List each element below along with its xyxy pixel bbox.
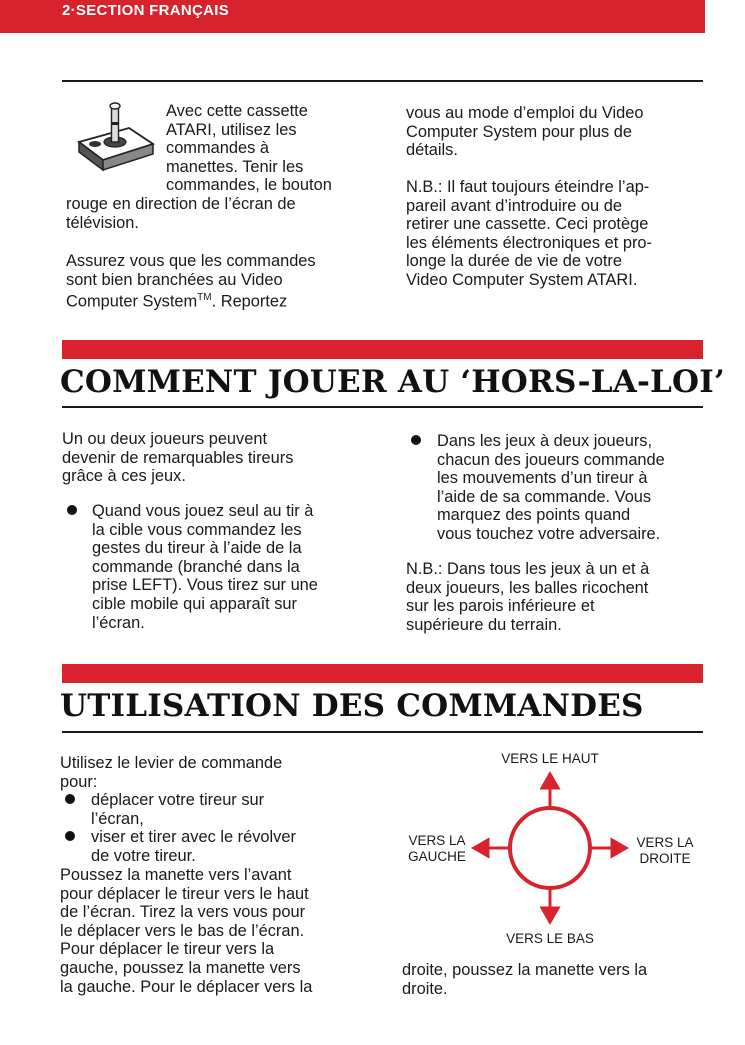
intro-full-text: [66, 195, 296, 232]
intro-right-nb: [406, 178, 652, 290]
text-line: l’écran.: [92, 613, 145, 632]
nb-label: N.B.:: [406, 560, 443, 578]
text-line: de l’écran. Tirez la vers vous pour: [60, 903, 306, 922]
text-line: l’aide de sa commande. Vous: [437, 487, 652, 506]
section1-left-bullet: [92, 502, 318, 632]
text-line: commandes, le bouton: [166, 176, 332, 195]
text-line: ATARI, utilisez les: [166, 120, 297, 139]
section1-right-nb: [406, 560, 649, 634]
text-line: rouge en direction de l’écran de: [66, 195, 296, 213]
section2-bullet2: [91, 828, 296, 865]
diagram-label-left: [398, 833, 476, 865]
text-line: Poussez la manette vers l’avant: [60, 866, 292, 884]
text-line: chacun des joueurs commande: [437, 450, 665, 469]
text-line: devenir de remarquables tireurs: [62, 448, 294, 467]
text-line: retirer une cassette. Ceci protège: [406, 215, 649, 234]
section1-red-band: [62, 340, 703, 359]
text-line: sur les parois inférieure et: [406, 597, 595, 616]
text-line: Video Computer System ATARI.: [406, 270, 638, 289]
text-line: marquez des points quand: [437, 506, 631, 525]
diagram-label-up: VERS LE HAUT: [501, 751, 599, 766]
text-line: DROITE: [639, 851, 691, 866]
text-line: Quand vous jouez seul au tir à: [92, 502, 314, 520]
intro-para2: [66, 252, 316, 311]
text-line: [406, 178, 652, 197]
bullet-dot: [65, 794, 75, 804]
text-line: pour déplacer le tireur vers le haut: [60, 884, 309, 903]
text-line: droite.: [402, 979, 448, 998]
text-line: commande (branché dans la: [92, 557, 300, 576]
text-line: [66, 289, 316, 311]
nb-label: N.B.:: [406, 178, 443, 196]
section1-right-bullet: [437, 432, 665, 544]
text-line: de votre tireur.: [91, 846, 196, 865]
joystick-circle-icon: [510, 808, 590, 888]
text-line: Utilisez le levier de commande: [60, 754, 283, 772]
left-arrow-icon: [474, 840, 488, 856]
text-fragment: Computer System: [66, 292, 198, 311]
text-line: le déplacer vers le bas de l’écran.: [60, 921, 305, 940]
text-line: déplacer votre tireur sur: [91, 791, 265, 809]
text-line: les éléments électroniques et pro-: [406, 233, 652, 252]
up-arrow-icon: [542, 774, 558, 788]
direction-diagram: [460, 770, 640, 930]
text-line: la gauche. Pour le déplacer vers la: [60, 977, 313, 996]
section2-title: UTILISATION DES COMMANDES: [60, 688, 644, 724]
text-line: Un ou deux joueurs peuvent: [62, 430, 268, 448]
diagram-label-down: VERS LE BAS: [506, 931, 594, 946]
text-line: supérieure du terrain.: [406, 615, 562, 634]
text-line: commandes à: [166, 139, 269, 158]
text-line: pour:: [60, 772, 98, 791]
text-line: longe la durée de vie de votre: [406, 252, 622, 271]
text-line: les mouvements d’un tireur à: [437, 469, 648, 488]
section-label: 2·SECTION FRANÇAIS: [62, 2, 230, 19]
text-line: cible mobile qui apparaît sur: [92, 594, 297, 613]
intro-right-para1: [406, 104, 644, 160]
diagram-label-right: [626, 835, 704, 867]
down-arrow-icon: [542, 908, 558, 922]
text-line: VERS LA: [636, 835, 694, 850]
right-arrow-icon: [612, 840, 626, 856]
text-line: Assurez vous que les commandes: [66, 252, 316, 270]
text-line: Dans les jeux à deux joueurs,: [437, 432, 653, 450]
text-line: vous au mode d’emploi du Video: [406, 104, 644, 122]
text-line: sont bien branchées au Video: [66, 270, 283, 289]
section-header-bar: [0, 0, 705, 33]
text-line: [406, 560, 649, 579]
section1-left-intro: [62, 430, 293, 486]
bullet-dot: [67, 505, 77, 515]
section2-right-body: [402, 961, 647, 998]
text-fragment: Dans tous les jeux à un et à: [447, 560, 650, 578]
text-line: manettes. Tenir les: [166, 157, 304, 176]
text-line: la cible vous commandez les: [92, 520, 302, 539]
text-line: gestes du tireur à l’aide de la: [92, 539, 302, 558]
text-line: l’écran,: [91, 809, 144, 828]
text-line: deux joueurs, les balles ricochent: [406, 578, 649, 597]
text-line: grâce à ces jeux.: [62, 467, 186, 486]
text-fragment: . Reportez: [211, 292, 288, 311]
bullet-dot: [411, 435, 421, 445]
text-line: télévision.: [66, 213, 139, 232]
text-line: GAUCHE: [408, 849, 466, 864]
text-line: Pour déplacer le tireur vers la: [60, 940, 275, 959]
section2-rule: [62, 731, 703, 733]
section2-red-band: [62, 664, 703, 683]
text-line: viser et tirer avec le révolver: [91, 828, 296, 846]
joystick-icon: [75, 98, 157, 178]
section2-bullet1: [91, 791, 264, 828]
text-line: détails.: [406, 141, 458, 160]
section2-left-intro: [60, 754, 282, 791]
text-line: gauche, poussez la manette vers: [60, 958, 301, 977]
text-line: pareil avant d’introduire ou de: [406, 196, 622, 215]
trademark-mark: TM: [197, 292, 212, 304]
top-rule: [62, 80, 703, 82]
bullet-dot: [65, 831, 75, 841]
section1-title: COMMENT JOUER AU ‘HORS-LA-LOI’: [60, 364, 725, 400]
section2-left-body: [60, 866, 312, 996]
text-line: VERS LA: [408, 833, 466, 848]
text-line: Computer System pour plus de: [406, 122, 632, 141]
text-line: prise LEFT). Vous tirez sur une: [92, 576, 318, 595]
text-line: Avec cette cassette: [166, 102, 308, 120]
text-line: vous touchez votre adversaire.: [437, 524, 661, 543]
text-line: droite, poussez la manette vers la: [402, 961, 648, 979]
text-fragment: Il faut toujours éteindre l’ap-: [447, 178, 650, 196]
intro-wrap-text: [166, 102, 332, 195]
section1-rule: [62, 406, 703, 408]
